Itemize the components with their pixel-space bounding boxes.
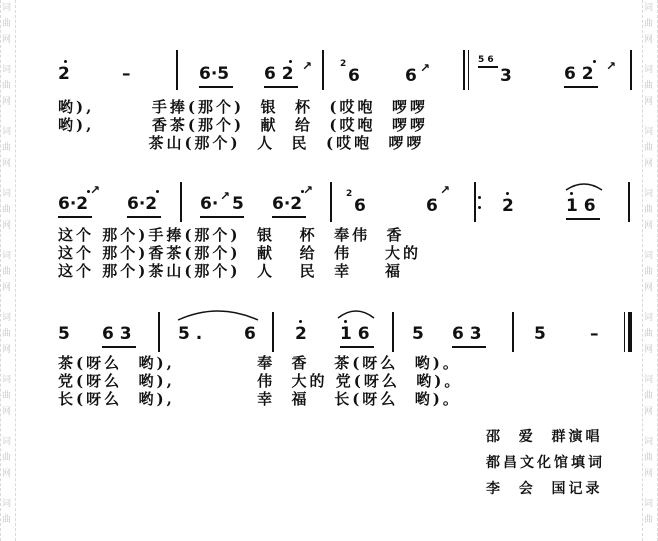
barline [474, 182, 476, 222]
grace-note: 2 [340, 59, 347, 69]
watermark-glyph: 曲 [644, 515, 654, 525]
watermark-glyph: 曲 [644, 453, 654, 463]
watermark-glyph: 词 [644, 127, 654, 137]
note: 6·5 [199, 64, 230, 84]
watermark-glyph: 词 [644, 3, 654, 13]
watermark-glyph: 曲 [644, 19, 654, 29]
watermark-glyph: 网 [2, 221, 12, 231]
note: 6·2 [272, 194, 303, 214]
watermark-glyph: 词 [2, 313, 12, 323]
watermark-glyph: 网 [2, 159, 12, 169]
watermark-glyph: 词 [2, 251, 12, 261]
watermark-glyph: 网 [644, 345, 654, 355]
glide-mark: ↗ [606, 59, 617, 73]
glide-mark: ↗ [90, 183, 101, 197]
high-octave-dot [506, 192, 509, 195]
watermark-glyph: 网 [2, 97, 12, 107]
watermark-glyph: 曲 [2, 143, 12, 153]
note: 2 [58, 64, 70, 84]
beam [564, 86, 598, 88]
barline [392, 312, 394, 352]
note: 6·2 [58, 194, 89, 214]
watermark-glyph: 曲 [644, 205, 654, 215]
barline [272, 312, 274, 352]
note: 6 3 [452, 324, 482, 344]
watermark-glyph: 曲 [644, 143, 654, 153]
barline [322, 50, 324, 90]
note: 3 [500, 66, 512, 86]
grace-beam [478, 66, 498, 68]
note: 2 [502, 196, 514, 216]
watermark-glyph: 网 [644, 407, 654, 417]
watermark-glyph: 网 [2, 35, 12, 45]
repeat-barline-thin [468, 50, 469, 90]
watermark-glyph: 词 [2, 3, 12, 13]
watermark-glyph: 曲 [2, 19, 12, 29]
high-octave-dot [289, 60, 292, 63]
lyric-line-1: 哟), 手捧(那个) 银 杯 (哎咆 啰啰 [58, 98, 428, 116]
repeat-dot [478, 206, 481, 209]
glide-mark: ↗ [303, 183, 314, 197]
watermark-glyph: 词 [2, 499, 12, 509]
high-octave-dot [156, 190, 159, 193]
lyric-line-3: 长(呀么 哟), 幸 福 长(呀么 哟)。 [58, 390, 461, 408]
lyric-line-2: 这个 那个)香茶(那个) 献 给 伟 大的 [58, 244, 421, 262]
final-barline-thin [624, 312, 625, 352]
watermark-glyph: 词 [644, 251, 654, 261]
beam [200, 216, 244, 218]
beam [58, 216, 92, 218]
note: 6 [405, 66, 417, 86]
beam [102, 346, 136, 348]
slur [336, 306, 376, 320]
repeat-dot [478, 196, 481, 199]
beam [127, 216, 161, 218]
watermark-glyph: 词 [2, 437, 12, 447]
high-octave-dot [299, 320, 302, 323]
lyric-line-2: 党(呀么 哟), 伟 大的 党(呀么 哟)。 [58, 372, 463, 390]
watermark-glyph: 网 [644, 283, 654, 293]
barline [330, 182, 332, 222]
watermark-glyph: 词 [644, 375, 654, 385]
note: 6 [354, 196, 366, 216]
watermark-glyph: 曲 [2, 515, 12, 525]
barline [512, 312, 514, 352]
dash: – [122, 64, 131, 84]
beam [566, 218, 600, 220]
slur [564, 180, 604, 192]
watermark-strip-right [642, 0, 658, 541]
watermark-glyph: 曲 [2, 453, 12, 463]
watermark-glyph: 词 [2, 127, 12, 137]
watermark-glyph: 词 [2, 65, 12, 75]
watermark-glyph: 网 [644, 35, 654, 45]
final-barline-thick [628, 312, 632, 352]
beam [272, 216, 306, 218]
watermark-strip-left [0, 0, 16, 541]
watermark-glyph: 词 [644, 437, 654, 447]
watermark-glyph: 曲 [2, 267, 12, 277]
glide-mark: ↗ [302, 59, 313, 73]
grace-note: 2 [346, 189, 353, 199]
watermark-glyph: 曲 [2, 205, 12, 215]
repeat-barline [463, 50, 465, 90]
watermark-glyph: 曲 [644, 267, 654, 277]
note: 6 2 [264, 64, 294, 84]
high-octave-dot [593, 60, 596, 63]
note: 6 [426, 196, 438, 216]
watermark-glyph: 词 [644, 499, 654, 509]
credit-lyricist: 都昌文化馆填词 [486, 455, 605, 471]
beam [199, 86, 233, 88]
watermark-glyph: 词 [2, 375, 12, 385]
watermark-glyph: 词 [644, 189, 654, 199]
watermark-glyph: 网 [2, 469, 12, 479]
high-octave-dot [570, 192, 573, 195]
note: 6·2 [127, 194, 158, 214]
watermark-glyph: 词 [644, 313, 654, 323]
high-octave-dot [344, 320, 347, 323]
watermark-glyph: 网 [644, 469, 654, 479]
watermark-glyph: 网 [644, 221, 654, 231]
dash: – [590, 324, 599, 344]
watermark-glyph: 词 [644, 65, 654, 75]
barline [158, 312, 160, 352]
note: 6 3 [102, 324, 132, 344]
note: 5 . [178, 324, 203, 344]
barline [628, 182, 630, 222]
watermark-glyph: 曲 [644, 329, 654, 339]
barline [176, 50, 178, 90]
credit-recorder: 李 会 国记录 [486, 481, 603, 497]
lyric-line-3: 这个 那个)茶山(那个) 人 民 幸 福 [58, 262, 403, 280]
note: 6 [244, 324, 256, 344]
high-octave-dot [64, 60, 67, 63]
note: 1 6 [340, 324, 370, 344]
watermark-glyph: 网 [644, 97, 654, 107]
watermark-glyph: 曲 [2, 81, 12, 91]
note: 6· [200, 194, 219, 214]
glide-mark: ↗ [440, 183, 451, 197]
note: 1 6 [566, 196, 596, 216]
glide-mark: ↗ [420, 61, 431, 75]
barline [630, 50, 632, 90]
credit-singer: 邵 爱 群演唱 [486, 429, 603, 445]
beam [340, 346, 374, 348]
watermark-glyph: 网 [2, 345, 12, 355]
beam [452, 346, 486, 348]
barline [180, 182, 182, 222]
watermark-glyph: 曲 [644, 391, 654, 401]
note: 5 [232, 194, 244, 214]
lyric-line-3: 茶山(那个) 人 民 (哎咆 啰啰 [58, 134, 425, 152]
note: 5 [534, 324, 546, 344]
note: 5 [58, 324, 70, 344]
note: 6 [348, 66, 360, 86]
grace-notes: 5 6 [478, 55, 494, 65]
note: 2 [295, 324, 307, 344]
watermark-glyph: 网 [2, 407, 12, 417]
watermark-glyph: 词 [2, 189, 12, 199]
watermark-glyph: 网 [644, 159, 654, 169]
watermark-glyph: 曲 [2, 391, 12, 401]
watermark-glyph: 曲 [2, 329, 12, 339]
watermark-glyph: 网 [2, 283, 12, 293]
note: 6 2 [564, 64, 594, 84]
glide-mark: ↗ [220, 189, 231, 203]
lyric-line-1: 茶(呀么 哟), 奉 香 茶(呀么 哟)。 [58, 354, 461, 372]
lyric-line-1: 这个 那个)手捧(那个) 银 杯 奉伟 香 [58, 226, 405, 244]
note: 5 [412, 324, 424, 344]
slur [176, 306, 260, 322]
lyric-line-2: 哟), 香茶(那个) 献 给 (哎咆 啰啰 [58, 116, 428, 134]
watermark-glyph: 曲 [644, 81, 654, 91]
beam [264, 86, 298, 88]
